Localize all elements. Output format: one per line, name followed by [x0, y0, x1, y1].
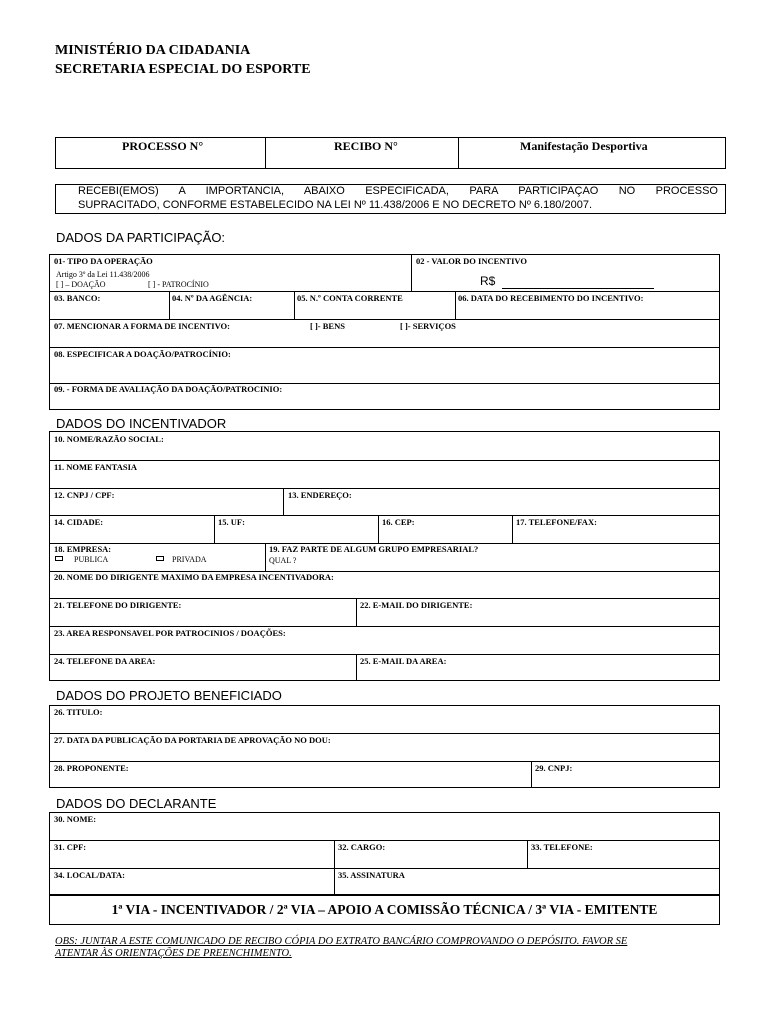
publica-label: PUBLICA: [74, 555, 109, 564]
receipt-text-line2: SUPRACITADO, CONFORME ESTABELECIDO NA LEI Nº 11.438/2006 E NO DECRETO Nº 6.180/2007.: [78, 199, 593, 211]
field-21-label: 21. TELEFONE DO DIRIGENTE:: [54, 600, 182, 610]
field-17-label: 17. TELEFONE/FAX:: [516, 517, 597, 527]
field-25-label: 25. E-MAIL DA AREA:: [360, 656, 447, 666]
field-01-label: 01- TIPO DA OPERAÇÃO: [54, 256, 153, 266]
field-12-label: 12. CNPJ / CPF:: [54, 490, 115, 500]
field-19-qual: QUAL ?: [269, 556, 297, 565]
obs-line2: ATENTAR ÀS ORIENTAÇÕES DE PREENCHIMENTO.: [55, 948, 292, 959]
ministry-title: MINISTÉRIO DA CIDADANIA: [55, 43, 251, 58]
field-18-label: 18. EMPRESA:: [54, 544, 112, 554]
processo-label: PROCESSO N°: [122, 139, 204, 153]
field-01-artigo: Artigo 3º da Lei 11.438/2006: [56, 270, 150, 279]
field-28-label: 28. PROPONENTE:: [54, 763, 129, 773]
field-22-label: 22. E-MAIL DO DIRIGENTE:: [360, 600, 473, 610]
field-23-label: 23. AREA RESPONSAVEL POR PATROCINIOS / DOAÇÕES:: [54, 628, 286, 638]
option-patrocinio[interactable]: [ ] - PATROCÍNIO: [148, 280, 209, 289]
field-19-label: 19. FAZ PARTE DE ALGUM GRUPO EMPRESARIAL?: [269, 544, 479, 554]
field-27-label: 27. DATA DA PUBLICAÇÃO DA PORTARIA DE APROVAÇÃO NO DOU:: [54, 735, 331, 745]
field-08-label: 08. ESPECIFICAR A DOAÇÃO/PATROCÍNIO:: [54, 349, 231, 359]
declarante-table: [49, 812, 720, 895]
receipt-text-line1: RECEBI(EMOS) A IMPORTANCIA, ABAIXO ESPECIFICADA, PARA PARTICIPAÇAO NO PROCESSO: [78, 185, 718, 197]
obs-line1: OBS: JUNTAR A ESTE COMUNICADO DE RECIBO CÓPIA DO EXTRATO BANCÁRIO COMPROVANDO O DEPÓSITO. FAVOR SE: [55, 936, 628, 947]
incentivador-table: [49, 431, 720, 681]
option-servicos[interactable]: [ ]- SERVIÇOS: [400, 321, 456, 331]
field-06-label: 06. DATA DO RECEBIMENTO DO INCENTIVO:: [458, 293, 644, 303]
currency-label: R$: [480, 274, 496, 288]
field-16-label: 16. CEP:: [382, 517, 415, 527]
field-29-label: 29. CNPJ:: [535, 763, 573, 773]
option-bens[interactable]: [ ]- BENS: [310, 321, 345, 331]
secretariat-title: SECRETARIA ESPECIAL DO ESPORTE: [55, 62, 311, 77]
publica-checkbox[interactable]: [55, 556, 63, 561]
privada-checkbox[interactable]: [156, 556, 164, 561]
field-15-label: 15. UF:: [218, 517, 245, 527]
receipt-declaration-box: [55, 184, 726, 214]
field-11-label: 11. NOME FANTASIA: [54, 462, 138, 472]
field-20-label: 20. NOME DO DIRIGENTE MAXIMO DA EMPRESA INCENTIVADORA:: [54, 572, 334, 582]
field-10-label: 10. NOME/RAZÃO SOCIAL:: [54, 434, 164, 444]
field-32-label: 32. CARGO:: [338, 842, 386, 852]
vias-box: [49, 895, 720, 925]
field-34-label: 34. LOCAL/DATA:: [54, 870, 125, 880]
field-33-label: 33. TELEFONE:: [531, 842, 593, 852]
privada-label: PRIVADA: [172, 555, 207, 564]
participacao-table: [49, 254, 720, 410]
participacao-section-title: DADOS DA PARTICIPAÇÃO:: [56, 230, 226, 245]
projeto-section-title: DADOS DO PROJETO BENEFICIADO: [56, 688, 282, 703]
field-09-label: 09. - FORMA DE AVALIAÇÃO DA DOAÇÃO/PATROCINIO:: [54, 384, 283, 394]
field-03-label: 03. BANCO:: [54, 293, 101, 303]
projeto-table: [49, 705, 720, 788]
incentivador-section-title: DADOS DO INCENTIVADOR: [56, 416, 227, 431]
field-05-label: 05. N.º CONTA CORRENTE: [297, 293, 403, 303]
declarante-section-title: DADOS DO DECLARANTE: [56, 796, 217, 811]
vias-text: 1ª VIA - INCENTIVADOR / 2ª VIA – APOIO A COMISSÃO TÉCNICA / 3ª VIA - EMITENTE: [111, 902, 658, 917]
field-31-label: 31. CPF:: [54, 842, 87, 852]
valor-line[interactable]: [502, 288, 654, 289]
field-07-label: 07. MENCIONAR A FORMA DE INCENTIVO:: [54, 321, 230, 331]
recibo-label: RECIBO N°: [334, 139, 398, 153]
field-13-label: 13. ENDEREÇO:: [288, 490, 352, 500]
field-04-label: 04. Nº DA AGÊNCIA:: [172, 293, 253, 303]
field-24-label: 24. TELEFONE DA AREA:: [54, 656, 156, 666]
field-30-label: 30. NOME:: [54, 814, 97, 824]
field-14-label: 14. CIDADE:: [54, 517, 104, 527]
manifestacao-label: Manifestação Desportiva: [520, 139, 648, 153]
field-35-label: 35. ASSINATURA: [338, 870, 405, 880]
option-doacao[interactable]: [ ] – DOAÇÃO: [56, 280, 106, 289]
field-02-label: 02 - VALOR DO INCENTIVO: [416, 256, 527, 266]
process-header-box: [55, 137, 726, 169]
field-26-label: 26. TITULO:: [54, 707, 103, 717]
